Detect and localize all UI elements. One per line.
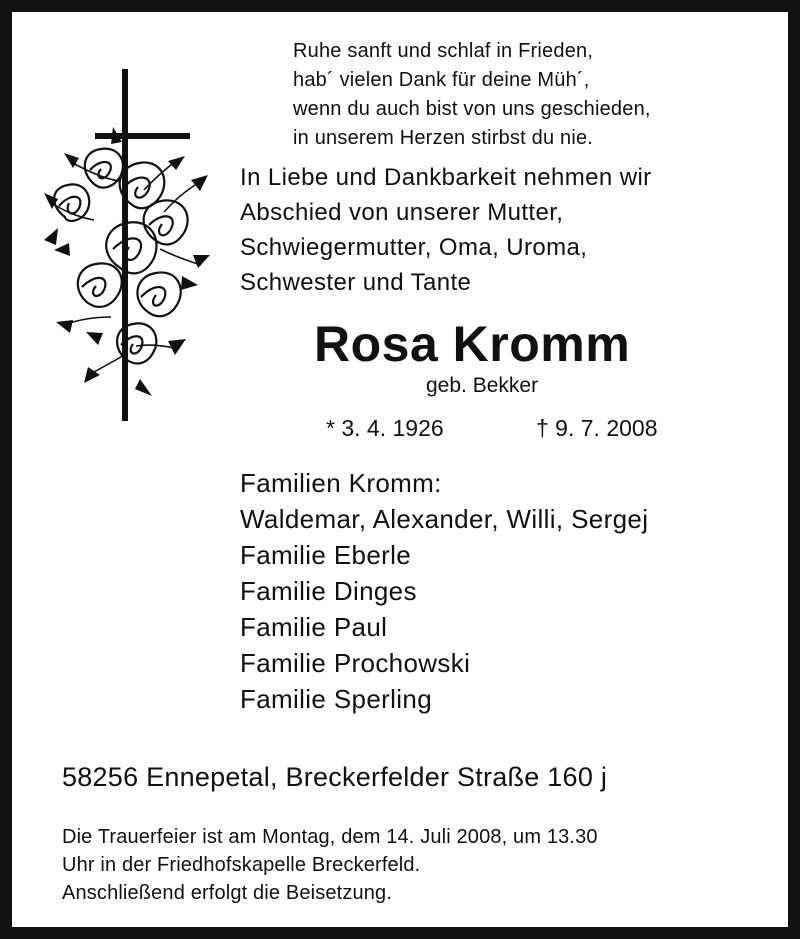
birth-date: * 3. 4. 1926 bbox=[326, 415, 444, 441]
birth-name: geb. Bekker bbox=[426, 374, 539, 397]
family-list bbox=[240, 465, 776, 717]
cross-icon bbox=[40, 69, 220, 429]
family-line: Familie Prochowski bbox=[240, 648, 471, 678]
farewell-message bbox=[240, 160, 776, 300]
address-line: 58256 Ennepetal, Breckerfelder Straße 160 j bbox=[62, 762, 608, 792]
ceremony-line: Anschließend erfolgt die Beisetzung. bbox=[62, 882, 393, 904]
poem-line: in unserem Herzen stirbst du nie. bbox=[293, 127, 594, 149]
ceremony-info bbox=[62, 823, 776, 907]
death-date: † 9. 7. 2008 bbox=[536, 415, 658, 441]
family-line: Familien Kromm: bbox=[240, 468, 442, 498]
roses-icon bbox=[54, 149, 188, 364]
ceremony-line: Die Trauerfeier ist am Montag, dem 14. Juli 2008, um 13.30 bbox=[62, 826, 598, 848]
farewell-line: Abschied von unserer Mutter, bbox=[240, 199, 564, 226]
farewell-line: Schwiegermutter, Oma, Uroma, bbox=[240, 234, 588, 261]
notice-content bbox=[24, 24, 776, 915]
family-line: Familie Dinges bbox=[240, 576, 417, 606]
deceased-name: Rosa Kromm bbox=[314, 316, 631, 372]
memorial-poem bbox=[293, 37, 763, 153]
cross-with-roses bbox=[40, 69, 220, 429]
family-line: Familie Paul bbox=[240, 612, 388, 642]
poem-line: hab´ vielen Dank für deine Müh´, bbox=[293, 69, 590, 91]
farewell-line: In Liebe und Dankbarkeit nehmen wir bbox=[240, 164, 652, 191]
life-dates bbox=[326, 411, 686, 445]
poem-line: Ruhe sanft und schlaf in Frieden, bbox=[293, 40, 594, 62]
poem-line: wenn du auch bist von uns geschieden, bbox=[293, 98, 651, 120]
family-line: Familie Sperling bbox=[240, 684, 433, 714]
family-line: Familie Eberle bbox=[240, 540, 412, 570]
farewell-line: Schwester und Tante bbox=[240, 269, 472, 296]
family-line: Waldemar, Alexander, Willi, Sergej bbox=[240, 504, 649, 534]
ceremony-line: Uhr in der Friedhofskapelle Breckerfeld. bbox=[62, 854, 421, 876]
